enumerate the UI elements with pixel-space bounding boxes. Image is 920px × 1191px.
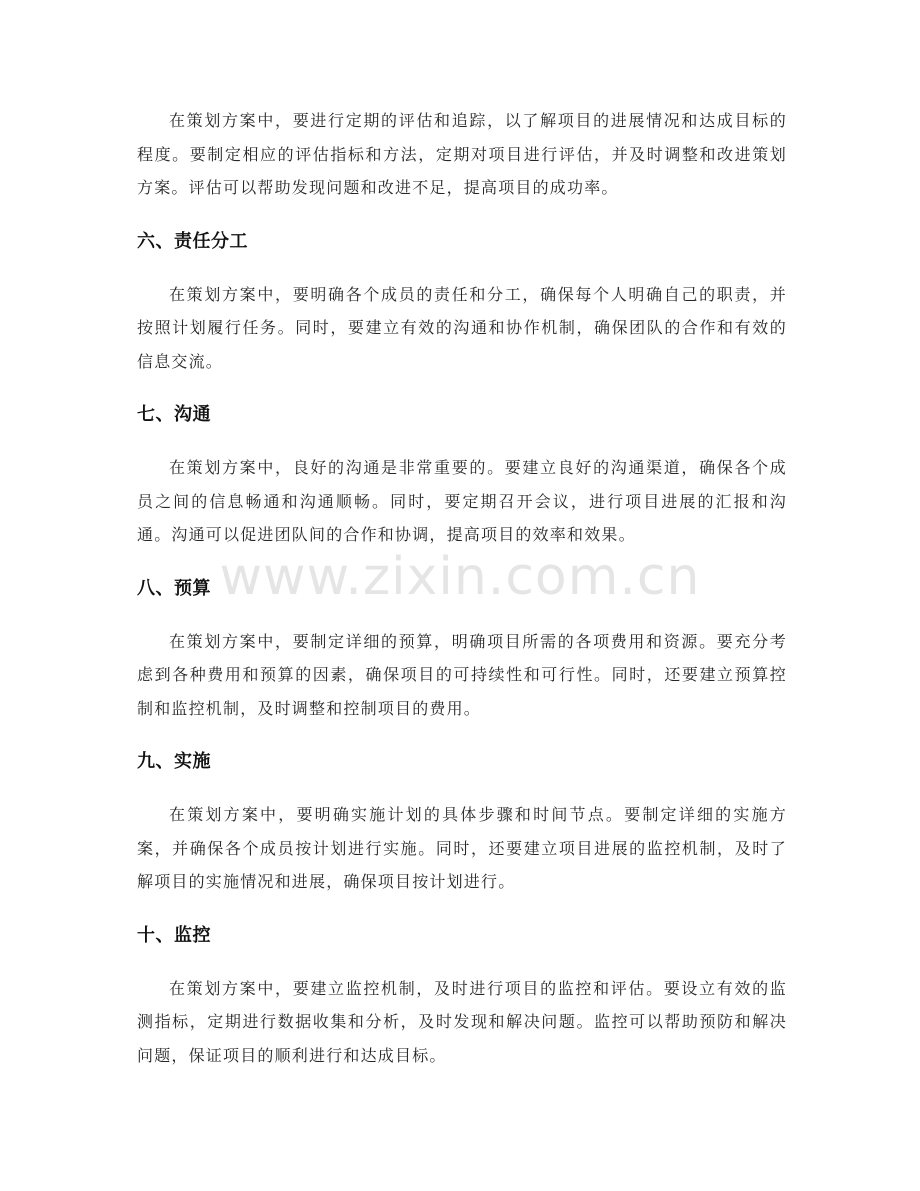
section-heading-responsibility: 六、责任分工 [137,230,248,252]
section-paragraph-responsibility: 在策划方案中，要明确各个成员的责任和分工，确保每个人明确自己的职责，并按照计划履行任务。同时，要建立有效的沟通和协作机制，确保团队的合作和有效的信息交流。 [137,284,787,371]
section-heading-budget: 八、预算 [137,577,211,599]
intro-paragraph: 在策划方案中，要进行定期的评估和追踪，以了解项目的进展情况和达成目标的程度。要制定相应的评估指标和方法，定期对项目进行评估，并及时调整和改进策划方案。评估可以帮助发现问题和改进不足，提高项目的成功率。 [137,111,787,197]
section-heading-monitoring: 十、监控 [137,924,211,946]
section-heading-implementation: 九、实施 [137,751,211,772]
section-paragraph-budget: 在策划方案中，要制定详细的预算，明确项目所需的各项费用和资源。要充分考虑到各种费用和预算的因素，确保项目的可持续性和可行性。同时，还要建立预算控制和监控机制，及时调整和控制项目的费用。 [137,631,787,718]
document-page [137,104,787,1072]
watermark: www.zixin.com.cn [219,547,701,607]
section-paragraph-communication: 在策划方案中，良好的沟通是非常重要的。要建立良好的沟通渠道，确保各个成员之间的信息畅通和沟通顺畅。同时，要定期召开会议，进行项目进展的汇报和沟通。沟通可以促进团队间的合作和协调，提高项目的效率和效果。 [137,458,787,544]
section-paragraph-monitoring: 在策划方案中，要建立监控机制，及时进行项目的监控和评估。要设立有效的监测指标，定期进行数据收集和分析，及时发现和解决问题。监控可以帮助预防和解决问题，保证项目的顺利进行和达成目标。 [137,978,787,1065]
section-heading-communication: 七、沟通 [137,404,211,425]
section-paragraph-implementation: 在策划方案中，要明确实施计划的具体步骤和时间节点。要制定详细的实施方案，并确保各个成员按计划进行实施。同时，还要建立项目进展的监控机制，及时了解项目的实施情况和进展，确保项目按计划进行。 [137,805,787,891]
